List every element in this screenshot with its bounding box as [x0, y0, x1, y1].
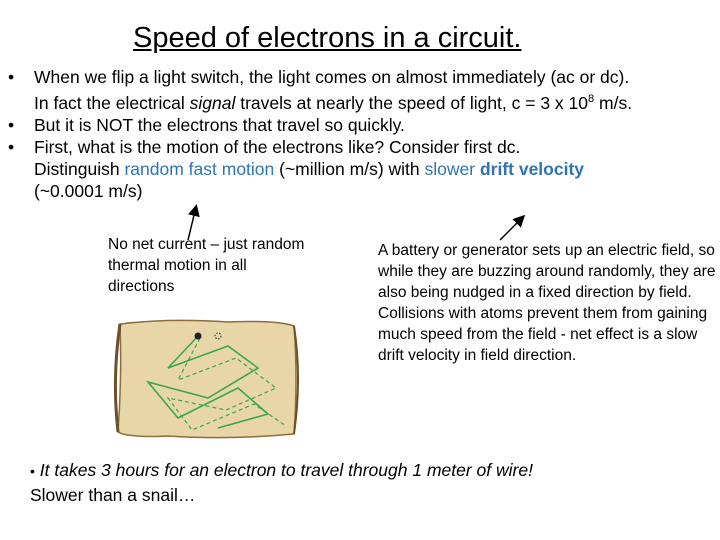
text-span: In fact the electrical — [34, 92, 190, 113]
bullet-1-line-1: When we flip a light switch, the light comes on almost immediately (ac or dc). — [34, 67, 630, 87]
text-span: (~million m/s) with — [274, 158, 425, 179]
electron-path-figure — [108, 318, 300, 442]
footer-line-1 — [30, 458, 533, 483]
footer-line-2: Slower than a snail… — [30, 485, 196, 505]
arrow-right — [500, 217, 523, 240]
text-span: m/s. — [594, 92, 633, 113]
random-motion-highlight: random fast motion — [124, 158, 275, 179]
bullet-dot: • — [8, 67, 15, 87]
slower-highlight: slower — [424, 158, 476, 179]
bullet-dot: • — [30, 463, 35, 479]
drift-field-note: A battery or generator sets up an electric field, so while they are buzzing around randomly, they are also being nudged in a fixed direction by field. Collisions with atoms prevent them from gaining much speed from the field - net effect is a slow drift velocity in field direction. — [378, 242, 716, 364]
drift-velocity-highlight: drift velocity — [479, 158, 585, 179]
slide-title: Speed of electrons in a circuit. — [133, 22, 522, 54]
wire-block — [118, 320, 296, 437]
bullet-dot: • — [8, 136, 15, 157]
text-span: travels at nearly the speed of light, c = 3 x 10 — [235, 92, 589, 113]
signal-italic: signal — [189, 92, 236, 113]
bullet-dot: • — [8, 114, 15, 135]
random-motion-note: No net current – just random thermal motion in all directions — [108, 236, 305, 295]
bullet-2-text: But it is NOT the electrons that travel so quickly. — [34, 114, 405, 135]
text-span: Distinguish — [34, 158, 125, 179]
footer-text-1: It takes 3 hours for an electron to travel through 1 meter of wire! — [39, 460, 533, 480]
footer-note — [30, 458, 533, 507]
bullet-3-line-3: (~0.0001 m/s) — [34, 180, 143, 201]
exponent: 8 — [588, 93, 595, 105]
bullet-3-line-1: First, what is the motion of the electrons like? Consider first dc. — [34, 136, 521, 157]
electron-start-dot — [195, 333, 202, 340]
